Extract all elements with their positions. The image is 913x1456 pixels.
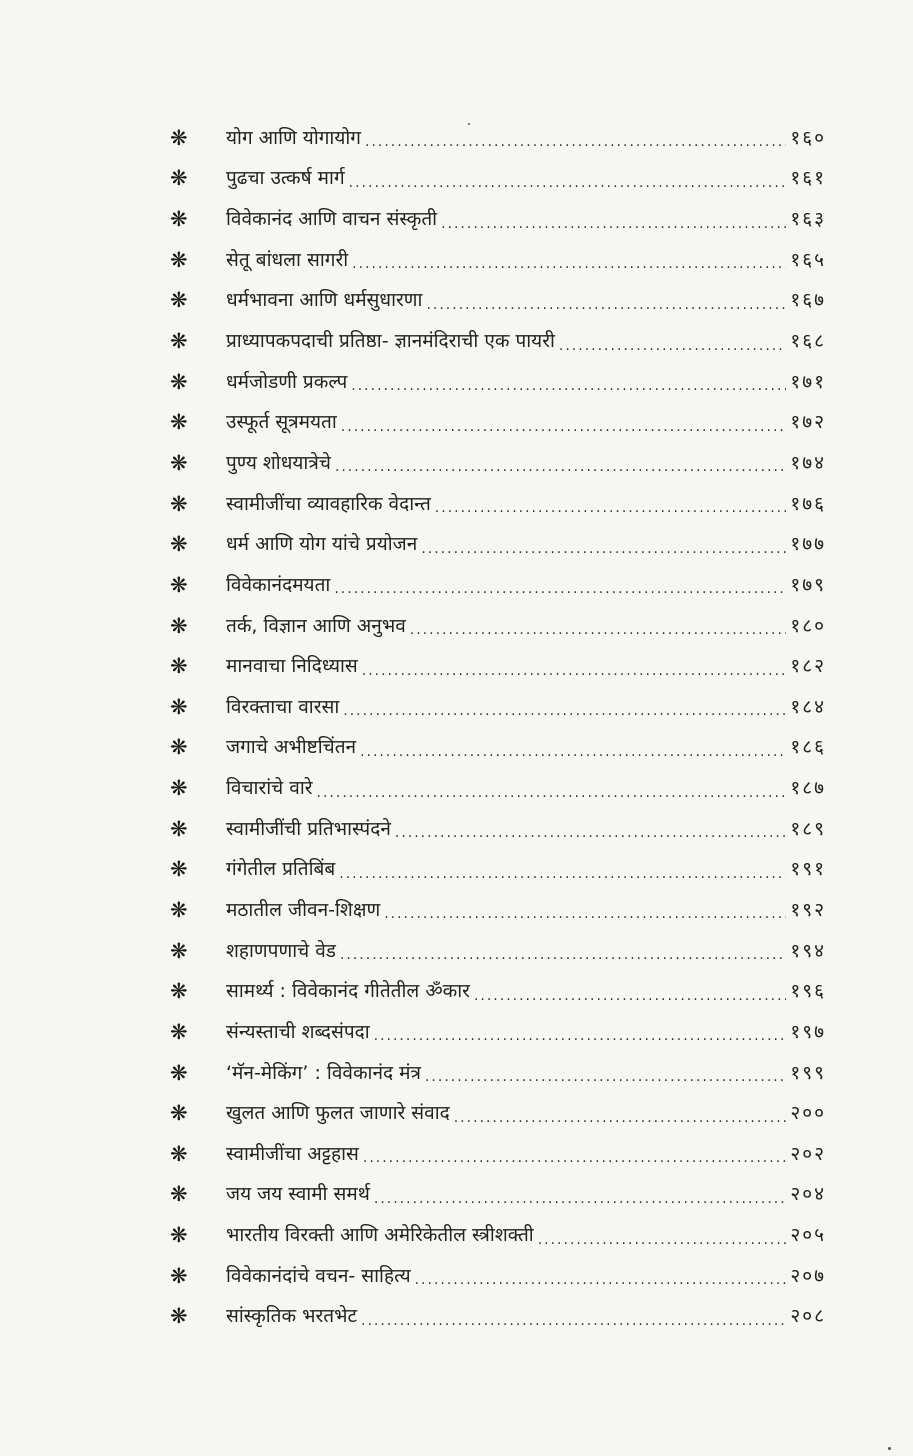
asterisk-bullet-icon: ❋ — [170, 938, 188, 963]
toc-entry — [168, 768, 826, 809]
toc-entry-title: विवेकानंदांचे वचन- साहित्य — [226, 1264, 411, 1287]
toc-entry-page-number: १६३ — [790, 208, 826, 231]
dot-leader — [435, 501, 787, 515]
toc-entry-page-number: २०८ — [790, 1305, 826, 1328]
asterisk-bullet-icon: ❋ — [170, 369, 188, 394]
asterisk-bullet-icon: ❋ — [170, 491, 188, 516]
toc-entry — [168, 1012, 826, 1053]
dot-leader — [425, 1070, 786, 1084]
dot-leader — [441, 217, 786, 231]
toc-entry-page-number: १९९ — [790, 1061, 826, 1084]
asterisk-bullet-icon: ❋ — [170, 897, 188, 922]
toc-entry — [168, 1134, 826, 1175]
toc-entry-title: सामर्थ्य : विवेकानंद गीतेतील ॐकार — [226, 980, 470, 1003]
toc-entry — [168, 1256, 826, 1297]
toc-entry-page-number: १८२ — [790, 655, 826, 678]
toc-entry — [168, 850, 826, 891]
toc-entry-page-number: १९१ — [790, 858, 826, 881]
toc-entry-page-number: १८६ — [790, 736, 826, 759]
toc-entry-page-number: १७७ — [790, 533, 826, 556]
dot-leader — [559, 339, 786, 353]
toc-entry-title: स्वामीजींचा अट्टहास — [226, 1142, 359, 1165]
toc-entry-title: खुलत आणि फुलत जाणारे संवाद — [226, 1102, 450, 1125]
dot-leader — [374, 1192, 786, 1206]
toc-entry-page-number: १६७ — [790, 289, 826, 312]
asterisk-bullet-icon: ❋ — [170, 450, 188, 475]
dot-leader — [410, 623, 787, 637]
toc-entry — [168, 321, 826, 362]
toc-entry-page-number: १८७ — [790, 777, 826, 800]
toc-entry-title: धर्म आणि योग यांचे प्रयोजन — [226, 533, 418, 556]
toc-entry-page-number: १९२ — [790, 898, 826, 921]
toc-entry — [168, 890, 826, 931]
asterisk-bullet-icon: ❋ — [170, 288, 188, 313]
asterisk-bullet-icon: ❋ — [170, 1263, 188, 1288]
paper-speck — [888, 1447, 891, 1450]
toc-entry — [168, 1297, 826, 1338]
toc-entry-page-number: १८४ — [790, 695, 826, 718]
toc-entry-page-number: २०२ — [790, 1142, 826, 1165]
asterisk-bullet-icon: ❋ — [170, 125, 188, 150]
toc-entry-title: भारतीय विरक्ती आणि अमेरिकेतील स्त्रीशक्ती — [226, 1224, 534, 1247]
toc-entry-title: विचारांचे वारे — [226, 777, 313, 800]
dot-leader — [339, 867, 786, 881]
toc-entry-page-number: १७१ — [790, 370, 826, 393]
toc-entry-page-number: १७६ — [790, 492, 826, 515]
toc-entry-page-number: २०७ — [790, 1264, 826, 1287]
toc-entry — [168, 199, 826, 240]
toc-entry-page-number: १९६ — [790, 980, 826, 1003]
asterisk-bullet-icon: ❋ — [170, 979, 188, 1004]
dot-leader — [374, 1029, 787, 1043]
dot-leader — [365, 135, 786, 149]
toc-entry — [168, 931, 826, 972]
toc-entry-title: धर्मभावना आणि धर्मसुधारणा — [226, 289, 423, 312]
toc-entry-page-number: १७२ — [790, 411, 826, 434]
toc-entry — [168, 281, 826, 322]
dot-leader — [343, 704, 786, 718]
toc-entry-title: मानवाचा निदिध्यास — [226, 655, 358, 678]
toc-entry-page-number: २०० — [790, 1102, 826, 1125]
asterisk-bullet-icon: ❋ — [170, 207, 188, 232]
toc-entry-title: मठातील जीवन-शिक्षण — [226, 898, 381, 921]
toc-entry — [168, 524, 826, 565]
toc-entry-title: योग आणि योगायोग — [226, 126, 361, 149]
toc-entry — [168, 809, 826, 850]
table-of-contents — [168, 118, 826, 1337]
asterisk-bullet-icon: ❋ — [170, 1223, 188, 1248]
toc-entry — [168, 728, 826, 769]
asterisk-bullet-icon: ❋ — [170, 816, 188, 841]
asterisk-bullet-icon: ❋ — [170, 1060, 188, 1085]
dot-leader — [426, 298, 786, 312]
dot-leader — [352, 257, 786, 271]
toc-entry-title: ‘मॅन-मेकिंग’ : विवेकानंद मंत्र — [226, 1061, 421, 1084]
toc-entry-title: उस्फूर्त सूत्रमयता — [226, 411, 337, 434]
toc-entry — [168, 402, 826, 443]
toc-entry-title: शहाणपणाचे वेड — [226, 939, 336, 962]
asterisk-bullet-icon: ❋ — [170, 329, 188, 354]
toc-entry — [168, 118, 826, 159]
dot-leader — [538, 1233, 787, 1247]
toc-entry-page-number: १६५ — [790, 248, 826, 271]
dot-leader — [474, 989, 786, 1003]
toc-entry-title: सेतू बांधला सागरी — [226, 248, 349, 271]
dot-leader — [361, 1314, 786, 1328]
toc-entry-page-number: १८९ — [790, 817, 826, 840]
dot-leader — [317, 786, 787, 800]
dot-leader — [363, 1151, 786, 1165]
toc-entry-title: स्वामीजींची प्रतिभास्पंदने — [226, 817, 391, 840]
toc-entry-title: धर्मजोडणी प्रकल्प — [226, 370, 348, 393]
asterisk-bullet-icon: ❋ — [170, 410, 188, 435]
dot-leader — [360, 745, 786, 759]
asterisk-bullet-icon: ❋ — [170, 735, 188, 760]
toc-entry-page-number: २०५ — [790, 1224, 826, 1247]
toc-entry — [168, 1175, 826, 1216]
toc-entry-title: गंगेतील प्रतिबिंब — [226, 858, 336, 881]
toc-entry-title: जय जय स्वामी समर्थ — [226, 1183, 370, 1206]
toc-entry — [168, 1053, 826, 1094]
dot-leader — [415, 1273, 787, 1287]
toc-entry — [168, 362, 826, 403]
dot-leader — [454, 1111, 787, 1125]
toc-entry-page-number: १७४ — [790, 451, 826, 474]
dot-leader — [340, 948, 786, 962]
toc-entry — [168, 565, 826, 606]
toc-entry — [168, 646, 826, 687]
toc-entry-page-number: १६८ — [790, 330, 826, 353]
toc-entry-title: पुण्य शोधयात्रेचे — [226, 451, 331, 474]
asterisk-bullet-icon: ❋ — [170, 572, 188, 597]
asterisk-bullet-icon: ❋ — [170, 1182, 188, 1207]
dot-leader — [335, 460, 786, 474]
toc-entry-page-number: १७९ — [790, 573, 826, 596]
toc-entry-title: विवेकानंदमयता — [226, 573, 331, 596]
toc-entry — [168, 159, 826, 200]
toc-entry — [168, 443, 826, 484]
dot-leader — [421, 542, 786, 556]
toc-entry — [168, 1093, 826, 1134]
asterisk-bullet-icon: ❋ — [170, 247, 188, 272]
toc-entry-page-number: १९४ — [790, 939, 826, 962]
asterisk-bullet-icon: ❋ — [170, 532, 188, 557]
asterisk-bullet-icon: ❋ — [170, 694, 188, 719]
asterisk-bullet-icon: ❋ — [170, 1101, 188, 1126]
asterisk-bullet-icon: ❋ — [170, 776, 188, 801]
toc-entry — [168, 971, 826, 1012]
toc-entry-page-number: १६१ — [790, 167, 826, 190]
toc-entry-title: संन्यस्ताची शब्दसंपदा — [226, 1020, 370, 1043]
dot-leader — [395, 826, 786, 840]
asterisk-bullet-icon: ❋ — [170, 654, 188, 679]
toc-entry — [168, 1215, 826, 1256]
dot-leader — [341, 420, 787, 434]
toc-entry-title: सांस्कृतिक भरतभेट — [226, 1305, 358, 1328]
toc-entry-page-number: १८० — [790, 614, 826, 637]
toc-entry-page-number: १९७ — [790, 1020, 826, 1043]
toc-entry-title: विरक्ताचा वारसा — [226, 695, 340, 718]
dot-leader — [334, 582, 786, 596]
toc-entry-title: पुढचा उत्कर्ष मार्ग — [226, 167, 345, 190]
toc-entry — [168, 687, 826, 728]
toc-entry-page-number: २०४ — [790, 1183, 826, 1206]
toc-entry — [168, 484, 826, 525]
toc-entry — [168, 606, 826, 647]
paper-speck — [468, 123, 470, 125]
asterisk-bullet-icon: ❋ — [170, 1304, 188, 1329]
toc-entry-title: जगाचे अभीष्टचिंतन — [226, 736, 357, 759]
toc-entry-title: विवेकानंद आणि वाचन संस्कृती — [226, 208, 438, 231]
dot-leader — [349, 176, 787, 190]
dot-leader — [384, 907, 786, 921]
toc-entry-page-number: १६० — [790, 126, 826, 149]
asterisk-bullet-icon: ❋ — [170, 1141, 188, 1166]
asterisk-bullet-icon: ❋ — [170, 613, 188, 638]
dot-leader — [362, 664, 787, 678]
toc-entry-title: प्राध्यापकपदाची प्रतिष्ठा- ज्ञानमंदिराची एक पायरी — [226, 330, 555, 353]
asterisk-bullet-icon: ❋ — [170, 1019, 188, 1044]
toc-entry — [168, 240, 826, 281]
toc-entry-title: तर्क, विज्ञान आणि अनुभव — [226, 614, 406, 637]
asterisk-bullet-icon: ❋ — [170, 857, 188, 882]
dot-leader — [351, 379, 786, 393]
toc-entry-title: स्वामीजींचा व्यावहारिक वेदान्त — [226, 492, 431, 515]
asterisk-bullet-icon: ❋ — [170, 166, 188, 191]
